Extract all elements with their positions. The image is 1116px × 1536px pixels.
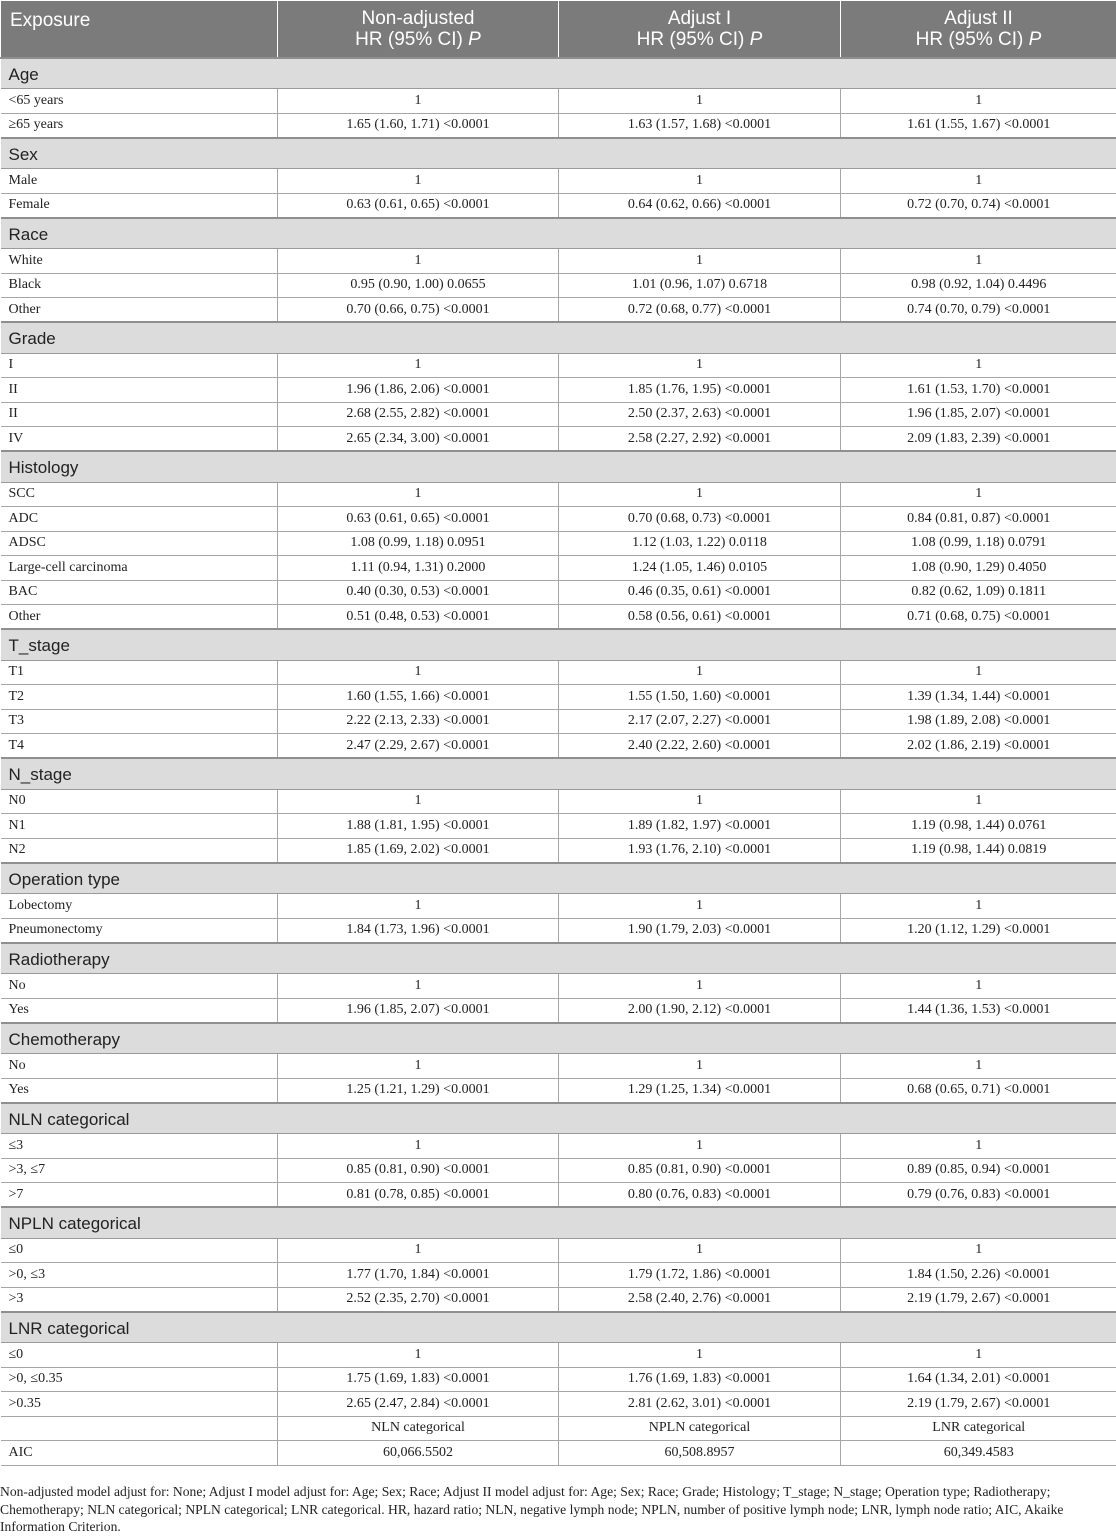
row-label: T1 — [1, 660, 278, 685]
row-label: AIC — [1, 1441, 278, 1466]
row-label: >7 — [1, 1183, 278, 1208]
hr-cell: 2.81 (2.62, 3.01) <0.0001 — [559, 1392, 841, 1417]
group-row — [1, 758, 1116, 789]
hr-cell: 1 — [559, 249, 841, 274]
table-footnote: Non-adjusted model adjust for: None; Adjust I model adjust for: Age; Sex; Race; Adjust II model adjust for: Age; Sex; Race; Grade; Histology; T_stage; N_stage; Operation type; Radiotherapy; Chemotherapy; NLN categorical; NPLN categorical; LNR categorical. HR, hazard ratio; NLN, negative lymph node; NPLN, number of positive lymph node; LNR, lymph node ratio; AIC, Akaike Information Criterion. — [0, 1483, 1112, 1536]
hr-cell: 1 — [278, 789, 559, 814]
hr-cell: NLN categorical — [278, 1416, 559, 1441]
hr-cell: 1 — [841, 89, 1116, 114]
hr-cell: 2.52 (2.35, 2.70) <0.0001 — [278, 1287, 559, 1312]
hr-cell: 2.65 (2.34, 3.00) <0.0001 — [278, 427, 559, 452]
row-label: Large-cell carcinoma — [1, 556, 278, 581]
hr-cell: 1.75 (1.69, 1.83) <0.0001 — [278, 1367, 559, 1392]
hr-cell: 1.84 (1.50, 2.26) <0.0001 — [841, 1263, 1116, 1288]
hr-cell: 1 — [278, 1054, 559, 1079]
hr-cell: 2.58 (2.27, 2.92) <0.0001 — [559, 427, 841, 452]
hr-cell: 60,508.8957 — [559, 1441, 841, 1466]
hr-cell: 1 — [559, 894, 841, 919]
hr-cell: 0.85 (0.81, 0.90) <0.0001 — [559, 1158, 841, 1183]
hr-cell: 0.72 (0.70, 0.74) <0.0001 — [841, 193, 1116, 218]
table-row — [1, 580, 1116, 605]
group-label: T_stage — [1, 629, 1116, 660]
table-row — [1, 974, 1116, 999]
hr-cell: 1 — [559, 1134, 841, 1159]
group-label: Sex — [1, 138, 1116, 169]
table-row — [1, 1392, 1116, 1417]
hr-cell: 1 — [559, 482, 841, 507]
header-adjust-ii — [841, 1, 1116, 58]
hr-cell: 1 — [841, 894, 1116, 919]
hr-cell: NPLN categorical — [559, 1416, 841, 1441]
group-label: Age — [1, 58, 1116, 89]
group-row — [1, 218, 1116, 249]
hr-cell: 0.58 (0.56, 0.61) <0.0001 — [559, 605, 841, 630]
hr-cell: 1.96 (1.86, 2.06) <0.0001 — [278, 378, 559, 403]
table-row — [1, 427, 1116, 452]
group-row — [1, 629, 1116, 660]
table-row — [1, 685, 1116, 710]
table-row — [1, 273, 1116, 298]
hr-cell: 1.79 (1.72, 1.86) <0.0001 — [559, 1263, 841, 1288]
hr-cell: 0.85 (0.81, 0.90) <0.0001 — [278, 1158, 559, 1183]
hr-cell: 1 — [841, 789, 1116, 814]
hr-cell: 1 — [559, 89, 841, 114]
group-label: Radiotherapy — [1, 943, 1116, 974]
header-exposure: Exposure — [1, 1, 278, 58]
group-label: Histology — [1, 451, 1116, 482]
hr-cell: 1.08 (0.90, 1.29) 0.4050 — [841, 556, 1116, 581]
table-row — [1, 402, 1116, 427]
hr-cell: 1 — [278, 89, 559, 114]
hr-cell: 1 — [559, 1343, 841, 1368]
hr-cell: 1 — [841, 169, 1116, 194]
row-label: Other — [1, 298, 278, 323]
table-row — [1, 249, 1116, 274]
hr-cell: 1 — [841, 660, 1116, 685]
table-row — [1, 89, 1116, 114]
row-label: >0, ≤3 — [1, 1263, 278, 1288]
hr-cell: 1.88 (1.81, 1.95) <0.0001 — [278, 814, 559, 839]
hr-cell: 1 — [841, 353, 1116, 378]
header-title: Non-adjusted — [361, 8, 474, 29]
table-row — [1, 814, 1116, 839]
header-p: P — [750, 29, 763, 50]
header-p: P — [468, 29, 481, 50]
group-row — [1, 1312, 1116, 1343]
hr-cell: 1.19 (0.98, 1.44) 0.0761 — [841, 814, 1116, 839]
row-label: >0.35 — [1, 1392, 278, 1417]
hr-cell: 1.11 (0.94, 1.31) 0.2000 — [278, 556, 559, 581]
row-label: White — [1, 249, 278, 274]
table-row — [1, 1183, 1116, 1208]
hr-cell: 1.44 (1.36, 1.53) <0.0001 — [841, 998, 1116, 1023]
group-label: Grade — [1, 322, 1116, 353]
hr-cell: 1 — [278, 894, 559, 919]
row-label: II — [1, 378, 278, 403]
hr-cell: 1 — [559, 789, 841, 814]
table-row — [1, 894, 1116, 919]
table-row — [1, 660, 1116, 685]
row-label: T3 — [1, 709, 278, 734]
group-row — [1, 863, 1116, 894]
row-label: ≤0 — [1, 1343, 278, 1368]
row-label: N2 — [1, 838, 278, 863]
hr-cell: 1 — [278, 249, 559, 274]
row-label: Yes — [1, 1078, 278, 1103]
hr-cell: 0.80 (0.76, 0.83) <0.0001 — [559, 1183, 841, 1208]
hr-cell: 2.68 (2.55, 2.82) <0.0001 — [278, 402, 559, 427]
hr-cell: 1.25 (1.21, 1.29) <0.0001 — [278, 1078, 559, 1103]
row-label: Other — [1, 605, 278, 630]
hr-cell: 1 — [278, 1343, 559, 1368]
row-label: Lobectomy — [1, 894, 278, 919]
hr-cell: 1.77 (1.70, 1.84) <0.0001 — [278, 1263, 559, 1288]
hr-cell: 1.84 (1.73, 1.96) <0.0001 — [278, 918, 559, 943]
table-row — [1, 605, 1116, 630]
table-row — [1, 1134, 1116, 1159]
hr-cell: 2.17 (2.07, 2.27) <0.0001 — [559, 709, 841, 734]
hr-cell: 0.40 (0.30, 0.53) <0.0001 — [278, 580, 559, 605]
row-label: SCC — [1, 482, 278, 507]
table-row — [1, 1441, 1116, 1466]
row-label: ADSC — [1, 531, 278, 556]
hr-cell: 1.12 (1.03, 1.22) 0.0118 — [559, 531, 841, 556]
hr-cell: 1 — [559, 974, 841, 999]
hr-cell: 1 — [278, 482, 559, 507]
hr-cell: 2.40 (2.22, 2.60) <0.0001 — [559, 734, 841, 759]
row-label: Male — [1, 169, 278, 194]
hr-cell: 1.96 (1.85, 2.07) <0.0001 — [278, 998, 559, 1023]
hr-cell: 2.58 (2.40, 2.76) <0.0001 — [559, 1287, 841, 1312]
table-row — [1, 556, 1116, 581]
hr-cell: 1.01 (0.96, 1.07) 0.6718 — [559, 273, 841, 298]
hr-cell: 1 — [841, 1343, 1116, 1368]
hr-cell: 1 — [559, 1238, 841, 1263]
table-row — [1, 998, 1116, 1023]
table-row — [1, 298, 1116, 323]
hr-cell: 1 — [841, 974, 1116, 999]
hr-cell: 2.22 (2.13, 2.33) <0.0001 — [278, 709, 559, 734]
table-row — [1, 1078, 1116, 1103]
hr-cell: 0.74 (0.70, 0.79) <0.0001 — [841, 298, 1116, 323]
row-label: <65 years — [1, 89, 278, 114]
hr-cell: 1 — [278, 660, 559, 685]
group-label: Race — [1, 218, 1116, 249]
table-body — [1, 58, 1116, 1466]
hr-cell: 1 — [841, 1134, 1116, 1159]
row-label: I — [1, 353, 278, 378]
table-row — [1, 734, 1116, 759]
hr-cell: 1.64 (1.34, 2.01) <0.0001 — [841, 1367, 1116, 1392]
hr-cell: 2.47 (2.29, 2.67) <0.0001 — [278, 734, 559, 759]
table-row — [1, 918, 1116, 943]
table-row — [1, 709, 1116, 734]
hr-cell: 2.09 (1.83, 2.39) <0.0001 — [841, 427, 1116, 452]
header-title: Adjust I — [668, 8, 731, 29]
hr-cell: 1.24 (1.05, 1.46) 0.0105 — [559, 556, 841, 581]
table-row — [1, 482, 1116, 507]
hr-cell: 1.20 (1.12, 1.29) <0.0001 — [841, 918, 1116, 943]
hr-cell: 2.00 (1.90, 2.12) <0.0001 — [559, 998, 841, 1023]
hr-cell: LNR categorical — [841, 1416, 1116, 1441]
hr-cell: 1.98 (1.89, 2.08) <0.0001 — [841, 709, 1116, 734]
table-row — [1, 789, 1116, 814]
group-label: NLN categorical — [1, 1103, 1116, 1134]
table-header-row — [1, 1, 1116, 58]
hr-cell: 0.79 (0.76, 0.83) <0.0001 — [841, 1183, 1116, 1208]
hr-cell: 1 — [278, 1134, 559, 1159]
group-row — [1, 138, 1116, 169]
table-row — [1, 1263, 1116, 1288]
hr-cell: 1 — [559, 353, 841, 378]
hr-cell: 1.65 (1.60, 1.71) <0.0001 — [278, 113, 559, 138]
hr-cell: 1.93 (1.76, 2.10) <0.0001 — [559, 838, 841, 863]
row-label: IV — [1, 427, 278, 452]
row-label: N1 — [1, 814, 278, 839]
hr-cell: 0.70 (0.66, 0.75) <0.0001 — [278, 298, 559, 323]
group-label: N_stage — [1, 758, 1116, 789]
group-row — [1, 322, 1116, 353]
hr-cell: 1 — [559, 1054, 841, 1079]
row-label — [1, 1416, 278, 1441]
header-subtitle: HR (95% CI) — [637, 29, 745, 50]
table-row — [1, 113, 1116, 138]
hr-cell: 2.50 (2.37, 2.63) <0.0001 — [559, 402, 841, 427]
hr-cell: 1.85 (1.76, 1.95) <0.0001 — [559, 378, 841, 403]
hr-cell: 1.19 (0.98, 1.44) 0.0819 — [841, 838, 1116, 863]
hr-cell: 0.98 (0.92, 1.04) 0.4496 — [841, 273, 1116, 298]
row-label: No — [1, 974, 278, 999]
table-row — [1, 169, 1116, 194]
hr-cell: 1.61 (1.53, 1.70) <0.0001 — [841, 378, 1116, 403]
row-label: Female — [1, 193, 278, 218]
hr-cell: 2.19 (1.79, 2.67) <0.0001 — [841, 1287, 1116, 1312]
hr-cell: 0.64 (0.62, 0.66) <0.0001 — [559, 193, 841, 218]
header-p: P — [1029, 29, 1042, 50]
hr-cell: 1.55 (1.50, 1.60) <0.0001 — [559, 685, 841, 710]
hr-cell: 0.72 (0.68, 0.77) <0.0001 — [559, 298, 841, 323]
hr-cell: 1 — [278, 353, 559, 378]
hr-cell: 0.70 (0.68, 0.73) <0.0001 — [559, 507, 841, 532]
hr-cell: 0.68 (0.65, 0.71) <0.0001 — [841, 1078, 1116, 1103]
group-row — [1, 451, 1116, 482]
hr-cell: 0.81 (0.78, 0.85) <0.0001 — [278, 1183, 559, 1208]
group-row — [1, 1023, 1116, 1054]
table-row — [1, 1287, 1116, 1312]
table-row — [1, 1367, 1116, 1392]
row-label: T2 — [1, 685, 278, 710]
hr-cell: 2.19 (1.79, 2.67) <0.0001 — [841, 1392, 1116, 1417]
row-label: Black — [1, 273, 278, 298]
row-label: BAC — [1, 580, 278, 605]
row-label: Yes — [1, 998, 278, 1023]
hr-cell: 1.08 (0.99, 1.18) 0.0791 — [841, 531, 1116, 556]
table-row — [1, 1343, 1116, 1368]
table-row — [1, 531, 1116, 556]
hr-cell: 0.63 (0.61, 0.65) <0.0001 — [278, 193, 559, 218]
hr-cell: 1.96 (1.85, 2.07) <0.0001 — [841, 402, 1116, 427]
table-row — [1, 1158, 1116, 1183]
hr-cell: 1 — [841, 1054, 1116, 1079]
hr-cell: 0.95 (0.90, 1.00) 0.0655 — [278, 273, 559, 298]
group-label: LNR categorical — [1, 1312, 1116, 1343]
hr-cell: 1.76 (1.69, 1.83) <0.0001 — [559, 1367, 841, 1392]
hr-cell: 2.02 (1.86, 2.19) <0.0001 — [841, 734, 1116, 759]
group-label: NPLN categorical — [1, 1207, 1116, 1238]
hr-cell: 0.63 (0.61, 0.65) <0.0001 — [278, 507, 559, 532]
hr-cell: 1 — [278, 169, 559, 194]
hr-cell: 0.46 (0.35, 0.61) <0.0001 — [559, 580, 841, 605]
group-label: Chemotherapy — [1, 1023, 1116, 1054]
hr-cell: 1.89 (1.82, 1.97) <0.0001 — [559, 814, 841, 839]
hr-cell: 1 — [278, 1238, 559, 1263]
hr-cell: 1.61 (1.55, 1.67) <0.0001 — [841, 113, 1116, 138]
table-row — [1, 193, 1116, 218]
header-subtitle: HR (95% CI) — [355, 29, 463, 50]
table-row — [1, 378, 1116, 403]
hr-cell: 0.89 (0.85, 0.94) <0.0001 — [841, 1158, 1116, 1183]
group-row — [1, 1103, 1116, 1134]
hr-cell: 1.63 (1.57, 1.68) <0.0001 — [559, 113, 841, 138]
row-label: Pneumonectomy — [1, 918, 278, 943]
hr-cell: 60,066.5502 — [278, 1441, 559, 1466]
row-label: No — [1, 1054, 278, 1079]
group-row — [1, 58, 1116, 89]
table-row — [1, 838, 1116, 863]
row-label: N0 — [1, 789, 278, 814]
table-row — [1, 1416, 1116, 1441]
table-row — [1, 1054, 1116, 1079]
hr-cell: 1 — [841, 249, 1116, 274]
hr-cell: 1 — [278, 974, 559, 999]
row-label: ≤3 — [1, 1134, 278, 1159]
row-label: ADC — [1, 507, 278, 532]
hr-cell: 0.71 (0.68, 0.75) <0.0001 — [841, 605, 1116, 630]
hr-cell: 0.82 (0.62, 1.09) 0.1811 — [841, 580, 1116, 605]
hr-cell: 1.90 (1.79, 2.03) <0.0001 — [559, 918, 841, 943]
group-row — [1, 1207, 1116, 1238]
hr-cell: 1.29 (1.25, 1.34) <0.0001 — [559, 1078, 841, 1103]
header-subtitle: HR (95% CI) — [916, 29, 1024, 50]
row-label: >3, ≤7 — [1, 1158, 278, 1183]
hr-cell: 1 — [559, 660, 841, 685]
row-label: >0, ≤0.35 — [1, 1367, 278, 1392]
hr-cell: 60,349.4583 — [841, 1441, 1116, 1466]
hr-cell: 2.65 (2.47, 2.84) <0.0001 — [278, 1392, 559, 1417]
header-adjust-i — [559, 1, 841, 58]
hr-cell: 1.08 (0.99, 1.18) 0.0951 — [278, 531, 559, 556]
hr-cell: 1.39 (1.34, 1.44) <0.0001 — [841, 685, 1116, 710]
group-label: Operation type — [1, 863, 1116, 894]
table-row — [1, 353, 1116, 378]
table-row — [1, 507, 1116, 532]
hr-cell: 1 — [841, 1238, 1116, 1263]
table-row — [1, 1238, 1116, 1263]
hr-cell: 0.84 (0.81, 0.87) <0.0001 — [841, 507, 1116, 532]
row-label: ≤0 — [1, 1238, 278, 1263]
hr-cell: 0.51 (0.48, 0.53) <0.0001 — [278, 605, 559, 630]
row-label: ≥65 years — [1, 113, 278, 138]
header-non-adjusted — [278, 1, 559, 58]
hr-cell: 1 — [841, 482, 1116, 507]
group-row — [1, 943, 1116, 974]
hr-cell: 1.60 (1.55, 1.66) <0.0001 — [278, 685, 559, 710]
row-label: >3 — [1, 1287, 278, 1312]
row-label: II — [1, 402, 278, 427]
row-label: T4 — [1, 734, 278, 759]
header-title: Adjust II — [944, 8, 1013, 29]
hr-cell: 1.85 (1.69, 2.02) <0.0001 — [278, 838, 559, 863]
hr-cell: 1 — [559, 169, 841, 194]
